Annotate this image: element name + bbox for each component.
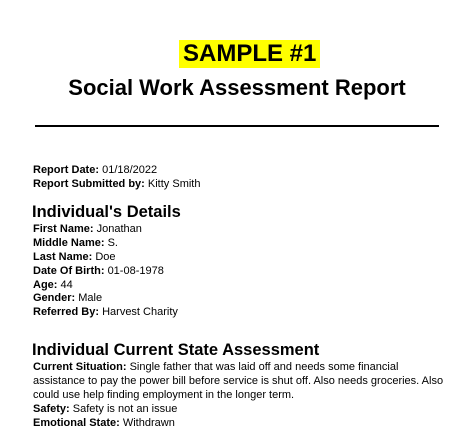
detail-field [33, 306, 178, 319]
details-heading: Individual's Details [32, 203, 181, 221]
situation-line-3: could use help finding employment in the longer term. [33, 389, 295, 401]
safety-value: Safety is not an issue [72, 403, 178, 415]
detail-label: Age: [33, 279, 58, 291]
detail-field [33, 265, 164, 278]
detail-label: Middle Name: [33, 237, 105, 249]
detail-field [33, 251, 116, 264]
detail-field [33, 292, 102, 305]
safety-label: Safety: [33, 403, 70, 415]
detail-label: Last Name: [33, 251, 93, 263]
detail-label: Referred By: [33, 306, 100, 318]
safety-line [33, 403, 177, 416]
detail-value: 44 [60, 279, 73, 291]
situation-text: Single father that was laid off and needs some financial [129, 361, 399, 373]
detail-field [33, 237, 118, 250]
title-divider [35, 125, 439, 127]
report-submitted-value: Kitty Smith [147, 178, 201, 190]
situation-line-1 [33, 361, 398, 374]
emotional-state-value: Withdrawn [122, 417, 175, 429]
detail-value: Male [78, 292, 103, 304]
report-submitted-line [33, 178, 200, 191]
detail-label: Gender: [33, 292, 76, 304]
situation-label: Current Situation: [33, 361, 127, 373]
emotional-state-label: Emotional State: [33, 417, 120, 429]
sample-label: SAMPLE #1 [179, 40, 320, 68]
detail-label: First Name: [33, 223, 94, 235]
detail-field [33, 279, 73, 292]
report-date-value: 01/18/2022 [102, 164, 158, 176]
detail-value: 01-08-1978 [107, 265, 164, 277]
detail-value: Doe [95, 251, 116, 263]
report-title: Social Work Assessment Report [68, 75, 406, 100]
report-date-line [33, 164, 157, 177]
detail-value: Jonathan [96, 223, 142, 235]
report-date-label: Report Date: [33, 164, 100, 176]
detail-value: Harvest Charity [102, 306, 178, 318]
assessment-heading: Individual Current State Assessment [32, 341, 320, 359]
detail-label: Date Of Birth: [33, 265, 105, 277]
detail-field [33, 223, 142, 236]
report-submitted-label: Report Submitted by: [33, 178, 145, 190]
situation-line-2: assistance to pay the power bill before service is shut off. Also needs groceries. Also [33, 375, 444, 387]
detail-value: S. [107, 237, 118, 249]
